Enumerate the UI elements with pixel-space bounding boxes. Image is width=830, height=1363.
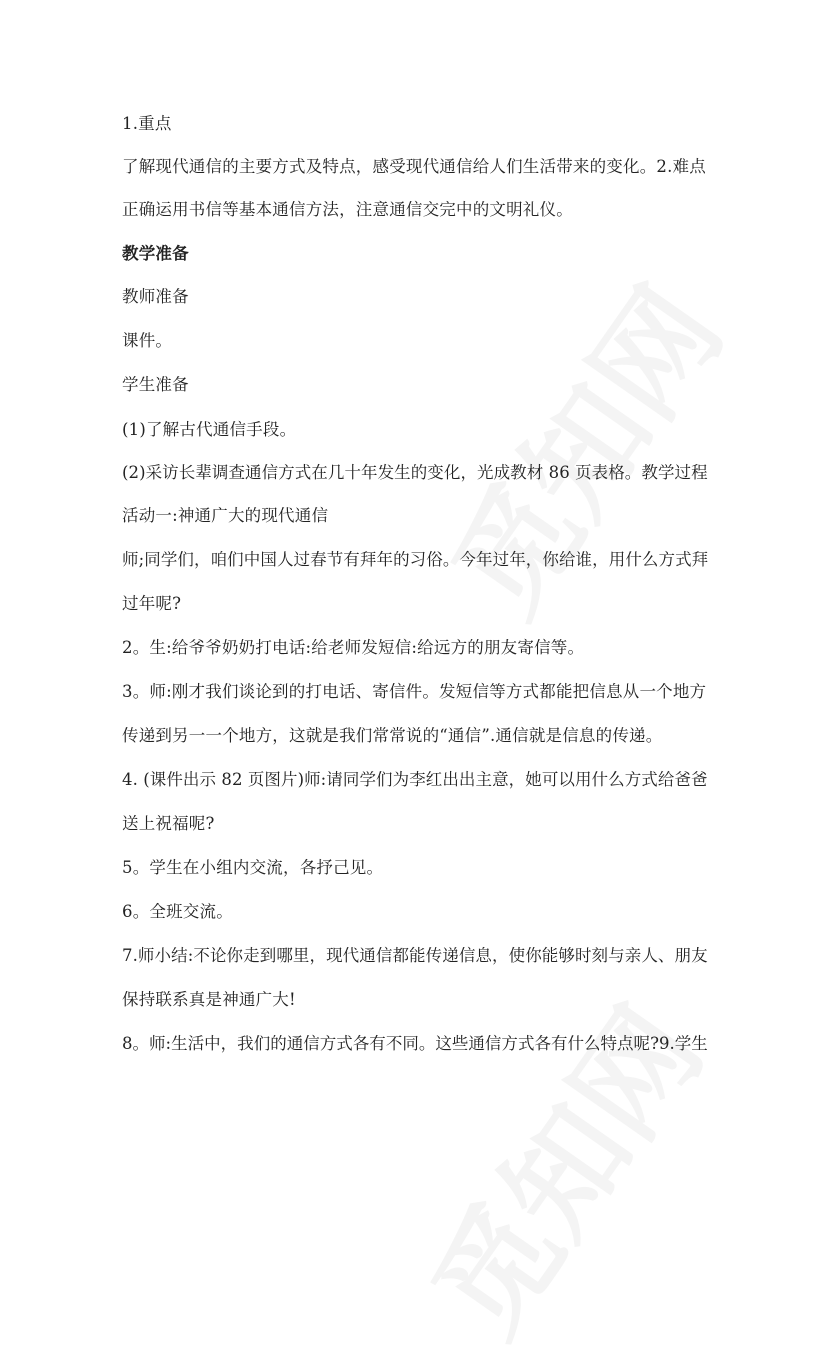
paragraph: 送上祝福呢?	[122, 814, 215, 833]
paragraph: 3。师:刚才我们谈论到的打电话、寄信件。发短信等方式都能把信息从一个地方	[122, 682, 707, 701]
paragraph: 过年呢?	[122, 594, 182, 613]
paragraph: 正确运用书信等基本通信方法，注意通信交完中的文明礼仪。	[122, 200, 573, 219]
paragraph: 活动一:神通广大的现代通信	[122, 506, 329, 525]
paragraph: (2)采访长辈调查通信方式在几十年发生的变化，光成教材 86 页表格。教学过程	[122, 463, 708, 482]
paragraph: 2。生:给爷爷奶奶打电话:给老师发短信:给远方的朋友寄信等。	[122, 638, 585, 657]
section-heading: 教学准备	[122, 244, 189, 263]
paragraph: 8。师:生活中，我们的通信方式各有不同。这些通信方式各有什么特点呢?9.学生	[122, 1034, 708, 1053]
watermark	[386, 969, 733, 1363]
paragraph: 师;同学们，咱们中国人过春节有拜年的习俗。今年过年，你给谁，用什么方式拜	[122, 550, 709, 569]
paragraph: 7.师小结:不论你走到哪里，现代通信都能传递信息，使你能够时刻与亲人、朋友	[122, 946, 708, 965]
paragraph: 课件。	[122, 331, 173, 350]
heading-key-points: 1.重点	[122, 114, 172, 133]
paragraph: (1)了解古代通信手段。	[122, 420, 297, 439]
paragraph: 6。全班交流。	[122, 902, 233, 921]
paragraph: 了解现代通信的主要方式及特点，感受现代通信给人们生活带来的变化。2.难点	[122, 157, 706, 176]
paragraph: 传递到另一一个地方，这就是我们常常说的“通信”.通信就是信息的传递。	[122, 726, 663, 745]
watermark	[406, 249, 753, 643]
subheading: 教师准备	[122, 287, 189, 306]
paragraph: 5。学生在小组内交流，各抒己见。	[122, 858, 384, 877]
subheading: 学生准备	[122, 375, 189, 394]
paragraph: 4. (课件出示 82 页图片)师:请同学们为李红出出主意，她可以用什么方式给爸爸	[122, 770, 708, 789]
paragraph: 保持联系真是神通广大!	[122, 990, 296, 1009]
